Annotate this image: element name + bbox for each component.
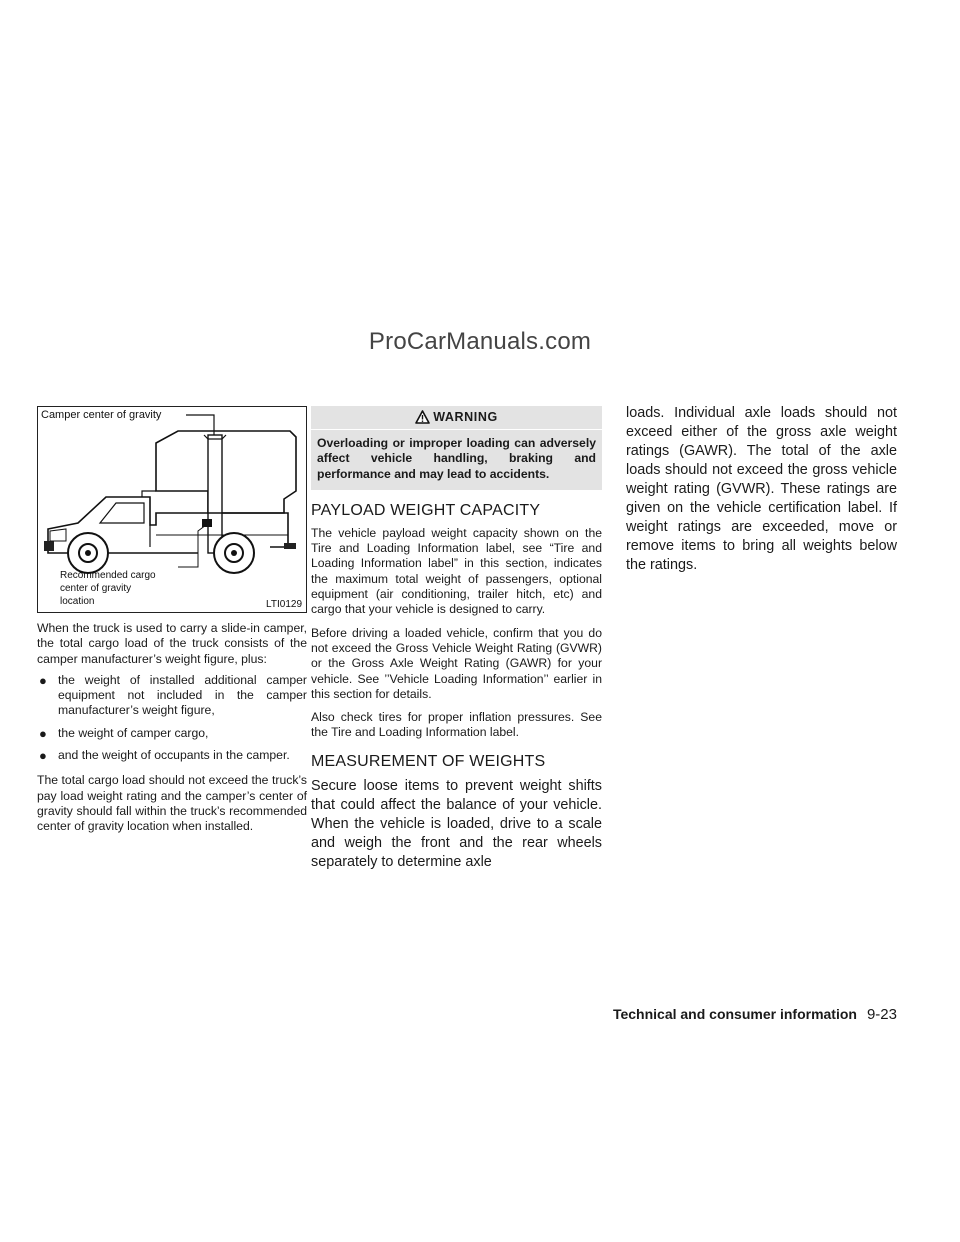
bullet-icon: ●	[39, 672, 47, 688]
payload-paragraph-3: Also check tires for proper inflation pressures. See the Tire and Loading Information label.	[311, 710, 602, 740]
page-footer	[613, 1006, 897, 1023]
figure-code: LTI0129	[266, 599, 302, 610]
payload-paragraph-1: The vehicle payload weight capacity shown on the Tire and Loading Information label, see “Tire and Loading Information label” in this section, indicates the maximum total weight of passengers, optional equipment (air conditioning, trailer hitch, etc) and cargo that your vehicle is designed to carry.	[311, 525, 602, 617]
watermark: ProCarManuals.com	[368, 328, 592, 355]
bullet-icon: ●	[39, 748, 47, 764]
column-left	[37, 406, 307, 835]
warning-title: WARNING	[433, 410, 498, 424]
list-item: ● the weight of installed additional camper equipment not included in the camper manufacturer’s weight figure,	[39, 672, 307, 718]
bullet-list	[37, 673, 307, 763]
warning-box	[311, 406, 602, 490]
list-item: ● and the weight of occupants in the camper.	[39, 748, 290, 764]
bullet-icon: ●	[39, 725, 47, 741]
payload-paragraph-2: Before driving a loaded vehicle, confirm that you do not exceed the Gross Vehicle Weight Rating (GVWR) or the Gross Axle Weight Rating (GAWR) for your vehicle. See ’’Vehicle Loading Information’’ earlier in this section for details.	[311, 625, 602, 701]
figure-label-camper-cog: Camper center of gravity	[41, 409, 162, 421]
cargo-load-paragraph: The total cargo load should not exceed the truck’s pay load weight rating and the camper’s center of gravity should fall within the truck’s recommended center of gravity location when installed.	[37, 773, 307, 834]
page-number: 9-23	[866, 1006, 897, 1023]
column-middle	[311, 406, 602, 872]
warning-icon	[415, 410, 430, 424]
column-right	[626, 406, 897, 575]
measurement-paragraph-part-2: loads. Individual axle loads should not exceed either of the gross axle weight ratings (GAWR). The total of the axle loads should not exceed the gross vehicle weight rating (GVWR). These ratings are given on the vehicle certification label. If weight ratings are exceeded, move or remove items to bring all weights below the ratings.	[626, 405, 897, 573]
warning-text: Overloading or improper loading can adversely affect vehicle handling, braking and performance and may lead to accidents.	[317, 436, 596, 481]
measurement-paragraph-part-1: Secure loose items to prevent weight shifts that could affect the balance of your vehicle. When the vehicle is loaded, drive to a scale and weigh the front and the rear wheels separately to determine axle	[311, 777, 602, 870]
intro-paragraph: When the truck is used to carry a slide-in camper, the total cargo load of the truck consists of the camper manufacturer’s weight figure, plus:	[37, 621, 307, 666]
warning-header	[311, 410, 602, 430]
payload-heading: PAYLOAD WEIGHT CAPACITY	[311, 501, 541, 519]
footer-section-title: Technical and consumer information	[612, 1006, 857, 1022]
figure-label-recommended-cog: Recommended cargo center of gravity location	[60, 570, 156, 607]
camper-figure	[37, 406, 307, 613]
list-item: ● the weight of camper cargo,	[39, 725, 209, 741]
measurement-heading: MEASUREMENT OF WEIGHTS	[311, 752, 546, 770]
